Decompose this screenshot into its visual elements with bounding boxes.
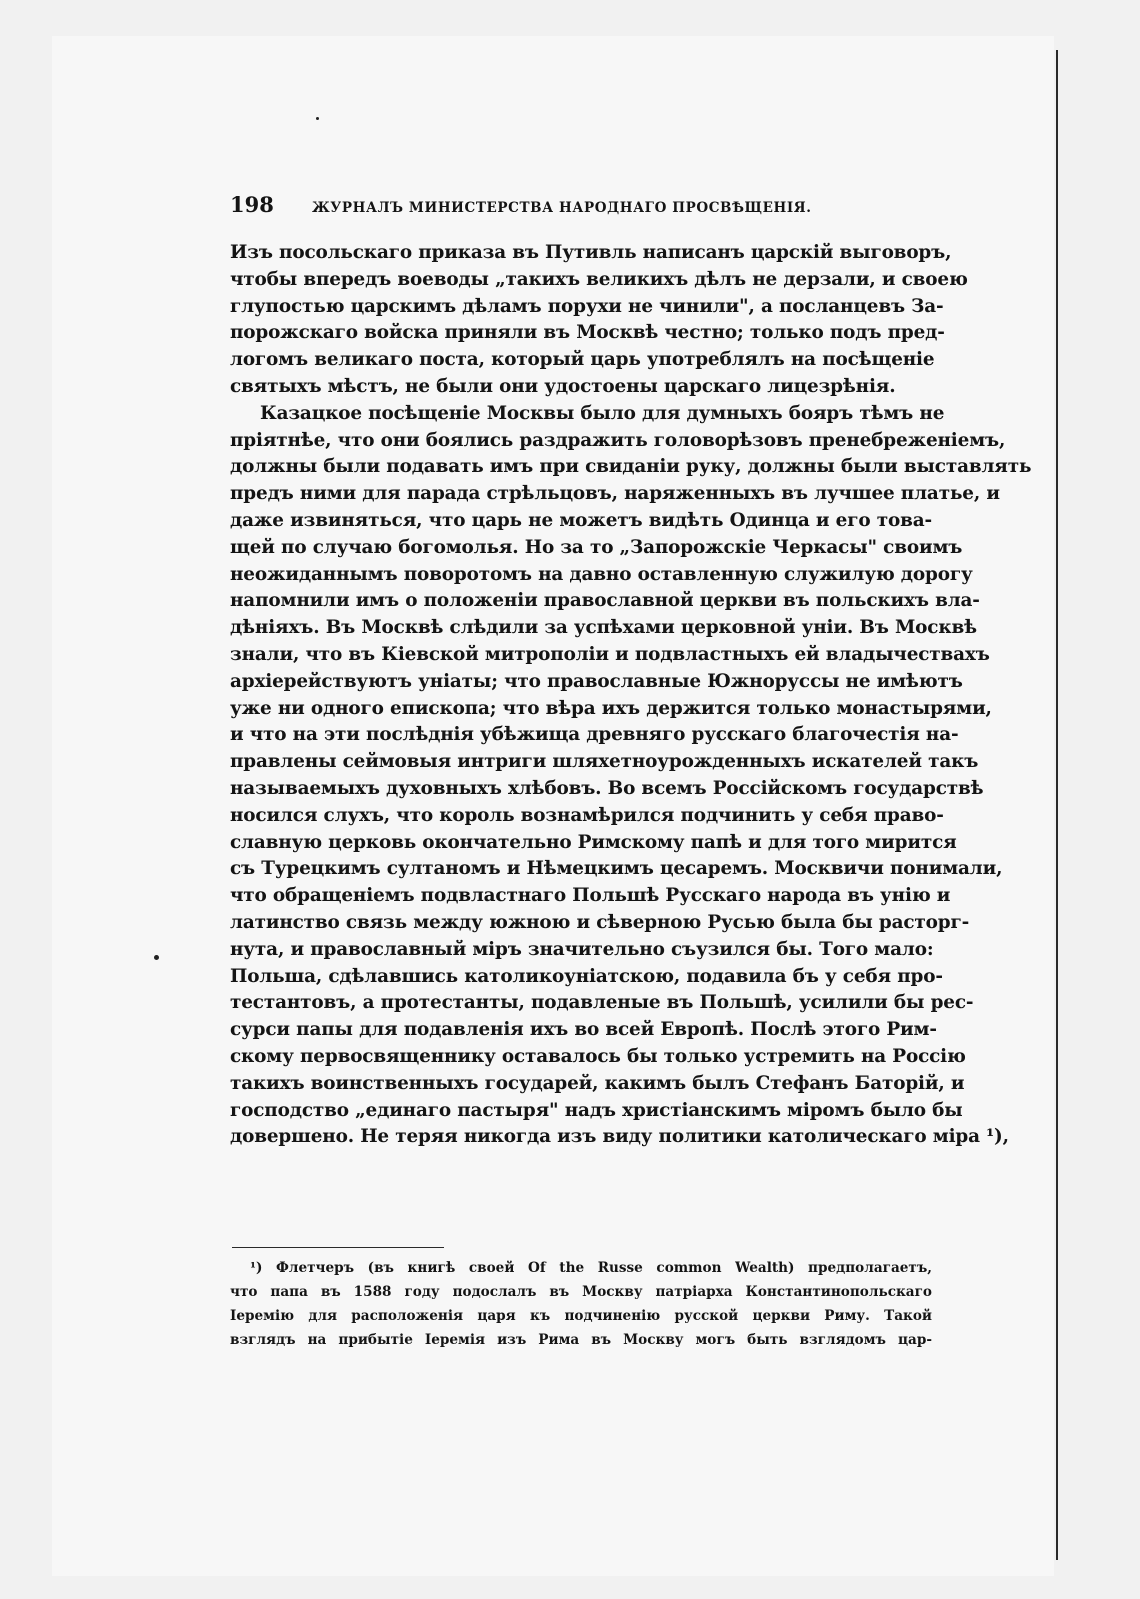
text-line: носился слухъ, что король вознамѣрился подчинить у себя право- [230, 804, 944, 826]
text-line: логомъ великаго поста, который царь употреблялъ на посѣщеніе [230, 349, 935, 371]
text-line: щей по случаю богомолья. Но за то „Запорожскіе Черкасы" своимъ [230, 536, 963, 558]
text-line: предъ ними для парада стрѣльцовъ, наряженныхъ въ лучшее платье, и [230, 483, 1000, 505]
footnote-line: взглядъ на прибытіе Іеремія изъ Рима въ Москву могъ быть взглядомъ цар- [230, 1332, 932, 1348]
text-line: такихъ воинственныхъ государей, какимъ былъ Стефанъ Баторій, и [230, 1072, 965, 1094]
text-line: пріятнѣе, что они боялись раздражить головорѣзовъ пренебреженіемъ, [230, 429, 1006, 451]
footnote-line: Іеремію для расположенія царя къ подчиненію русской церкви Риму. Такой [230, 1308, 932, 1324]
text-line: тестантовъ, а протестанты, подавленые въ Польшѣ, усилили бы рес- [230, 992, 974, 1014]
text-line: довершено. Не теряя никогда изъ виду политики католическаго міра ¹), [230, 1126, 1009, 1148]
text-line: нута, и православный міръ значительно съузился бы. Того мало: [230, 938, 934, 960]
text-line: глупостью царскимъ дѣламъ порухи не чинили", а посланцевъ За- [230, 295, 944, 317]
scan-speck [316, 117, 319, 120]
text-line: латинство связь между южною и сѣверною Русью была бы расторг- [230, 911, 970, 933]
page-edge-line [1056, 50, 1058, 1560]
footnote-line: ¹) Флетчеръ (въ книгѣ своей Of the Russe common Wealth) предполагаетъ, [250, 1260, 932, 1276]
text-line: напомнили имъ о положеніи православной церкви въ польскихъ вла- [230, 590, 980, 612]
text-line: скому первосвященнику оставалось бы только устремить на Россію [230, 1045, 966, 1067]
text-line: порожскаго войска приняли въ Москвѣ честно; только подъ пред- [230, 322, 945, 344]
text-line: съ Турецкимъ султаномъ и Нѣмецкимъ цесаремъ. Москвичи понимали, [230, 858, 1003, 880]
text-line: святыхъ мѣстъ, не были они удостоены царскаго лицезрѣнія. [230, 375, 896, 397]
text-line: уже ни одного епископа; что вѣра ихъ держится только монастырями, [230, 697, 992, 719]
text-line: славную церковь окончательно Римскому папѣ и для того мирится [230, 831, 957, 853]
footnote-line: что папа въ 1588 году подослалъ въ Москву патріарха Константинопольскаго [230, 1284, 932, 1300]
page-header [230, 192, 932, 222]
text-line: должны были подавать имъ при свиданіи руку, должны были выставлять [230, 456, 1032, 478]
text-line: Казацкое посѣщеніе Москвы было для думныхъ бояръ тѣмъ не [260, 402, 945, 424]
running-head: ЖУРНАЛЪ МИНИСТЕРСТВА НАРОДНАГО ПРОСВѢЩЕНІЯ. [312, 200, 812, 216]
footnotes [230, 1256, 932, 1352]
main-text [230, 240, 1032, 1151]
text-line: чтобы впередъ воеводы „такихъ великихъ дѣлъ не дерзали, и своею [230, 268, 968, 290]
text-line: Польша, сдѣлавшись католикоуніатскою, подавила бъ у себя про- [230, 965, 943, 987]
text-line: называемыхъ духовныхъ хлѣбовъ. Во всемъ Россійскомъ государствѣ [230, 777, 984, 799]
footnote-separator [232, 1247, 444, 1248]
text-line: знали, что въ Кіевской митрополіи и подвластныхъ ей владычествахъ [230, 643, 990, 665]
text-line: Изъ посольскаго приказа въ Путивль написанъ царскій выговоръ, [230, 242, 952, 263]
text-line: даже извиняться, что царь не можетъ видѣть Одинца и его това- [230, 509, 932, 531]
text-line: неожиданнымъ поворотомъ на давно оставленную служилую дорогу [230, 563, 973, 585]
text-line: господство „единаго пастыря" надъ христіанскимъ міромъ было бы [230, 1099, 963, 1121]
text-line: что обращеніемъ подвластнаго Польшѣ Русскаго народа въ унію и [230, 885, 951, 907]
text-line: сурси папы для подавленія ихъ во всей Европѣ. Послѣ этого Рим- [230, 1019, 937, 1041]
text-line: правлены сеймовыя интриги шляхетноурожденныхъ искателей такъ [230, 751, 979, 773]
page-number: 198 [230, 192, 274, 217]
scan-speck [154, 955, 159, 960]
text-line: дѣніяхъ. Въ Москвѣ слѣдили за успѣхами церковной уніи. Въ Москвѣ [230, 617, 977, 639]
text-line: архіерействуютъ уніаты; что православные Южноруссы не имѣютъ [230, 670, 963, 692]
text-line: и что на эти послѣднія убѣжища древняго русскаго благочестія на- [230, 724, 959, 746]
